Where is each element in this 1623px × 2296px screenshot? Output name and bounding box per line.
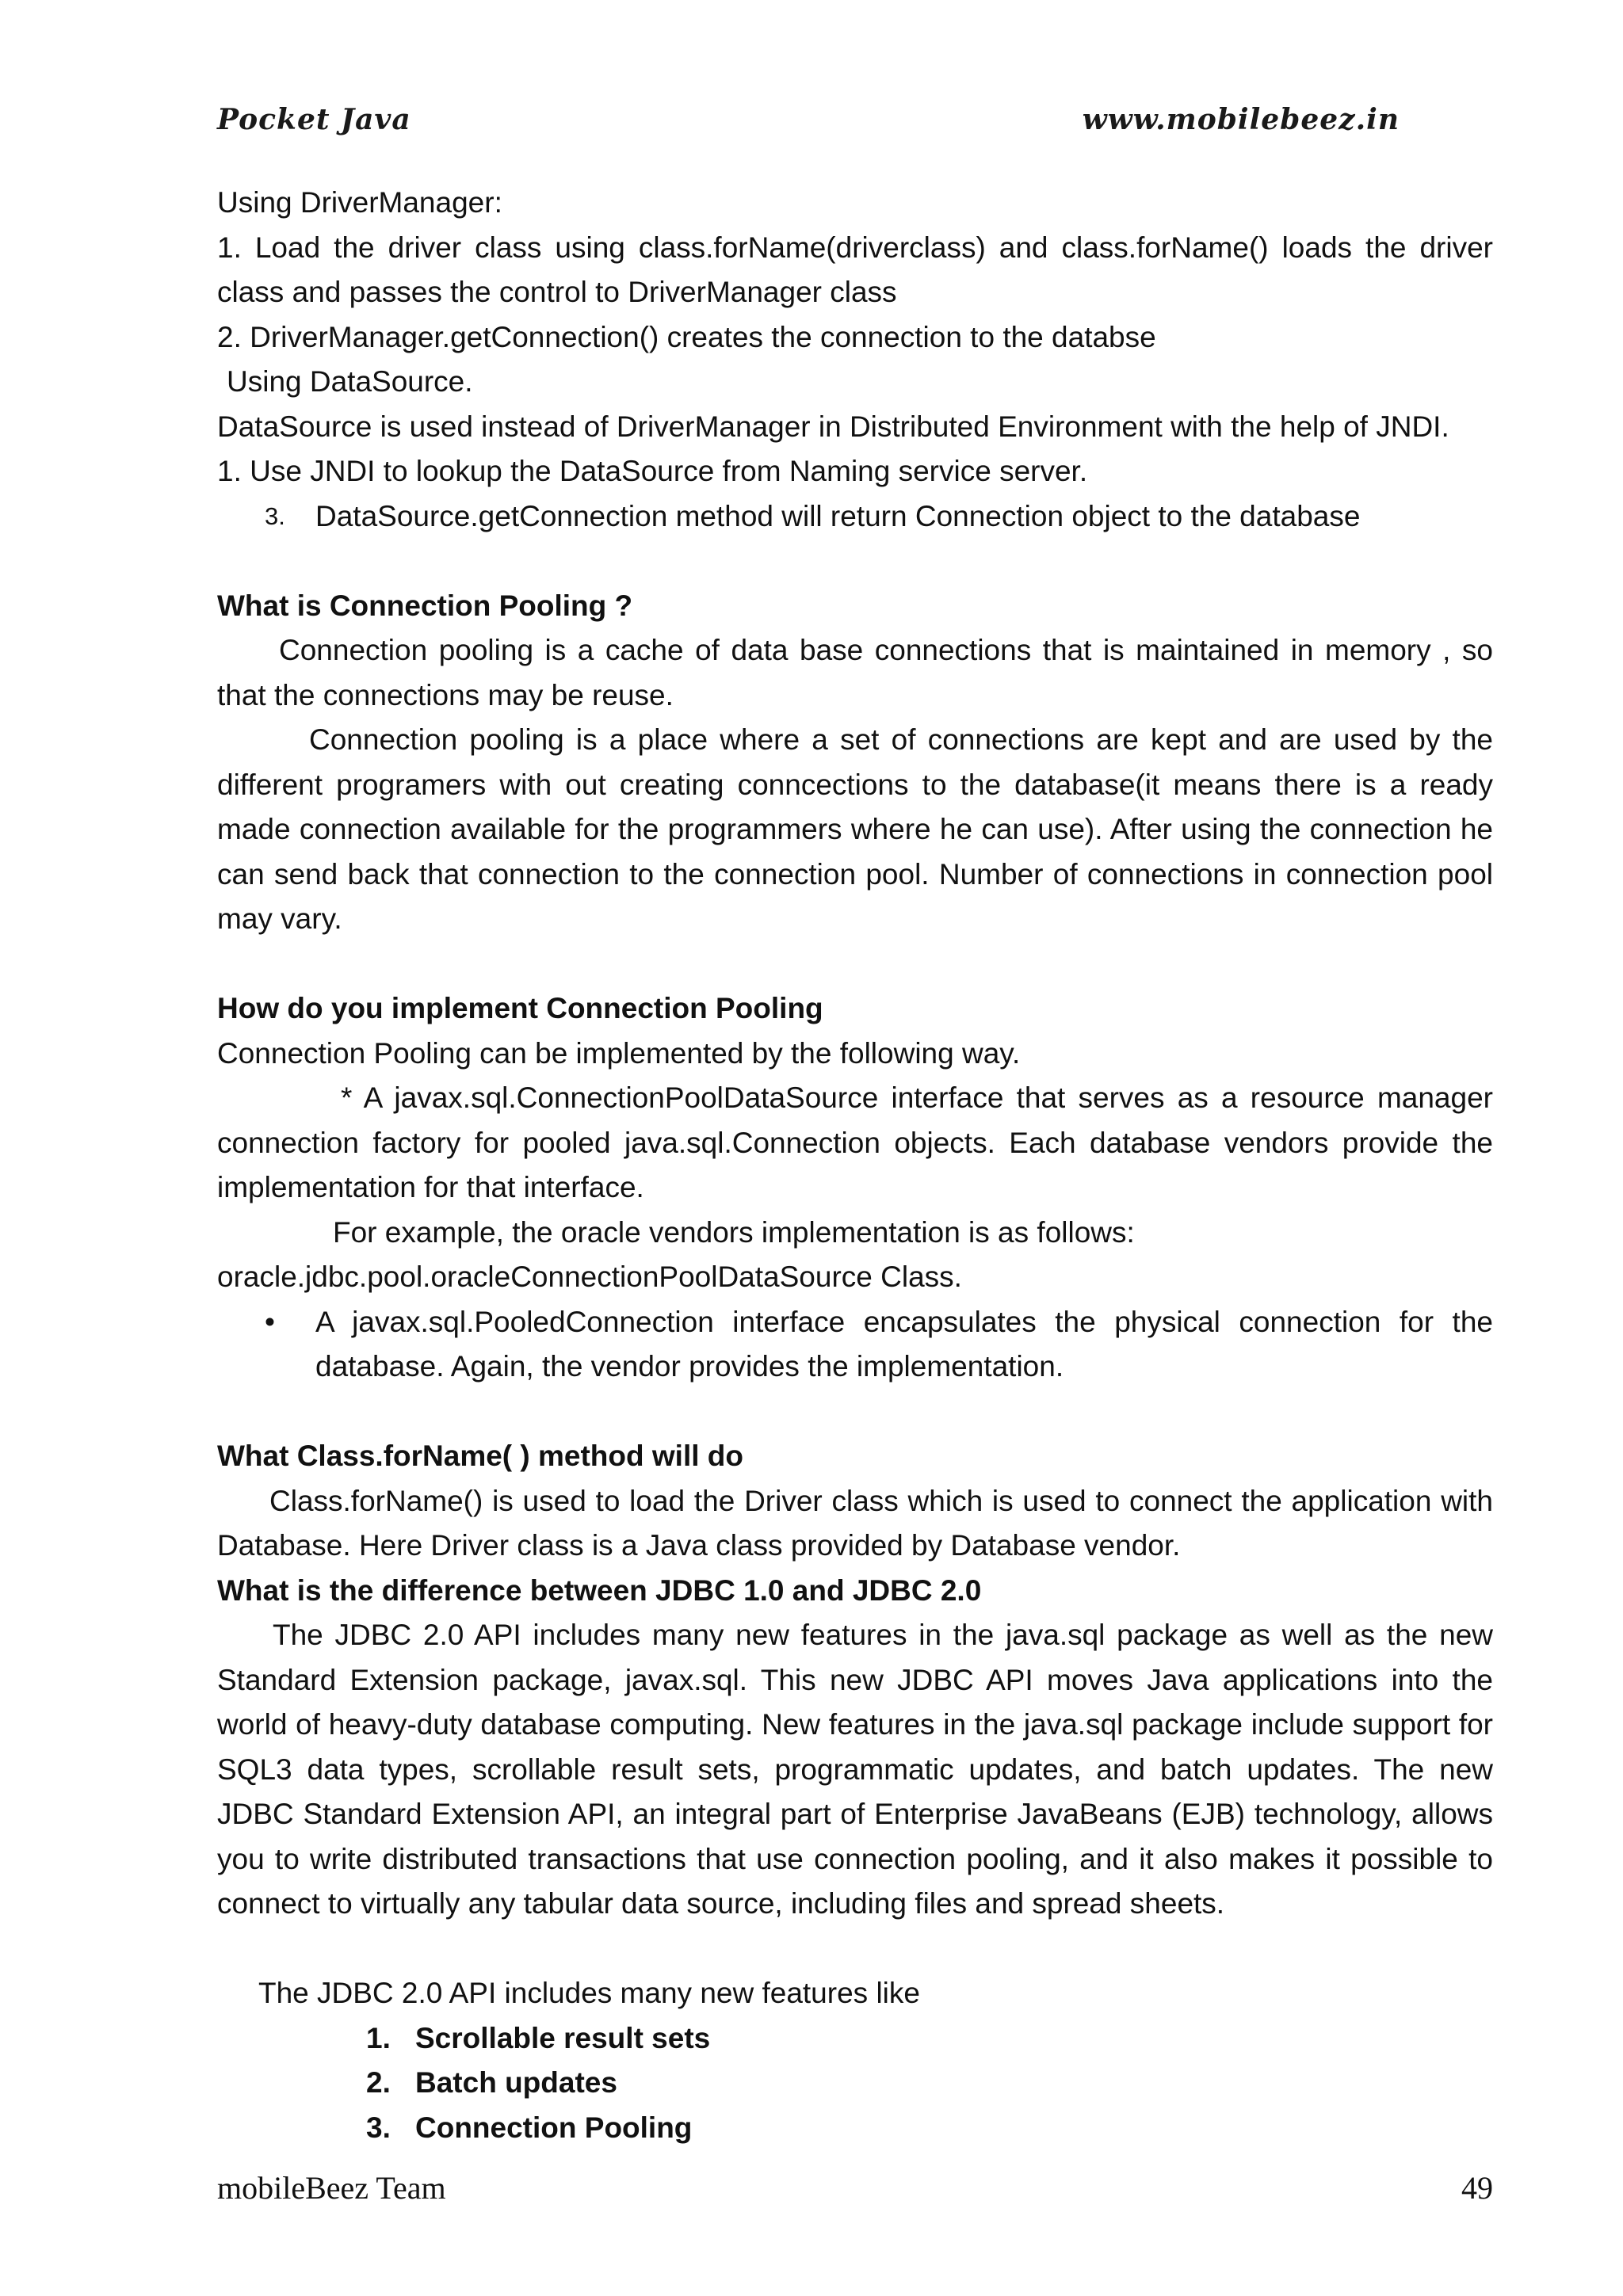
forname-paragraph: Class.forName() is used to load the Driver class which is used to connect the application with Database. Here Driver class is a Java class provided by Database vendor. bbox=[217, 1484, 1493, 1562]
implement-paragraph: * A javax.sql.ConnectionPoolDataSource interface that serves as a resource manager connection factory for pooled java.sql.Connection objects. Each database vendors provide the implementation for that interface. bbox=[217, 1081, 1493, 1203]
implement-bullet-item bbox=[217, 1300, 1493, 1390]
drivermanager-title: Using DriverManager: bbox=[217, 186, 502, 219]
list-item-number: 3. bbox=[366, 2111, 391, 2144]
list-item-number: 2. bbox=[366, 2066, 391, 2099]
bullet-symbol: • bbox=[265, 1305, 275, 1338]
list-item-label: Scrollable result sets bbox=[415, 2021, 711, 2054]
page-number: 49 bbox=[1461, 2170, 1493, 2206]
header-website: www.mobilebeez.in bbox=[1082, 103, 1400, 136]
features-intro: The JDBC 2.0 API includes many new features like bbox=[258, 1977, 920, 2009]
list-item-number: 1. bbox=[366, 2021, 391, 2054]
footer-author: mobileBeez Team bbox=[217, 2170, 446, 2206]
difference-paragraph: The JDBC 2.0 API includes many new features in the java.sql package as well as the new Standard Extension package, javax.sql. This new JDBC API moves Java applications into the world of heavy-duty database computing. New features in the java.sql package include support for SQL3 data types, scrollable result sets, programmatic updates, and batch updates. The new JDBC Standard Extension API, an integral part of Enterprise JavaBeans (EJB) technology, allows you to write distributed transactions that use connection pooling, and it also makes it possible to connect to virtually any tabular data source, including files and spread sheets. bbox=[217, 1619, 1493, 1920]
datasource-title: Using DataSource. bbox=[227, 365, 473, 398]
list-item-label: Connection Pooling bbox=[415, 2111, 693, 2144]
pooling-paragraph-1: Connection pooling is a cache of data base connections that is maintained in memory , so that the connections may be reuse. bbox=[217, 634, 1493, 711]
features-list bbox=[217, 2016, 1493, 2151]
drivermanager-item-1a: 1. Load the driver class using class.forName(driverclass) and class.forName() loads the driver bbox=[217, 231, 1493, 264]
header-title: Pocket Java bbox=[217, 103, 411, 136]
datasource-item-1: 1. Use JNDI to lookup the DataSource from Naming service server. bbox=[217, 455, 1088, 487]
list-item bbox=[366, 2106, 1493, 2151]
implement-intro: Connection Pooling can be implemented by the following way. bbox=[217, 1036, 1021, 1070]
drivermanager-item-2: 2. DriverManager.getConnection() creates the connection to the databse bbox=[217, 320, 1156, 353]
datasource-item-3-number: 3. bbox=[265, 502, 285, 530]
implement-bullet-text: A javax.sql.PooledConnection interface encapsulates the physical connection for the database. Again, the vendor provides the implementation. bbox=[315, 1305, 1493, 1383]
datasource-item-3-text: DataSource.getConnection method will return Connection object to the database bbox=[315, 499, 1361, 532]
implement-example: For example, the oracle vendors implementation is as follows: bbox=[333, 1215, 1135, 1249]
pooling-paragraph-2: Connection pooling is a place where a set of connections are kept and are used by the different programers with out creating conncections to the database(it means there is a ready made connection available for the programmers where he can use). After using the connection he can send back that connection to the connection pool. Number of connections in connection pool may vary. bbox=[217, 723, 1493, 935]
pooling-heading: What is Connection Pooling ? bbox=[217, 589, 633, 622]
datasource-desc: DataSource is used instead of DriverManager in Distributed Environment with the help of JNDI. bbox=[217, 410, 1449, 443]
implement-class-line: oracle.jdbc.pool.oracleConnectionPoolDataSource Class. bbox=[217, 1261, 962, 1293]
drivermanager-item-1b: class and passes the control to DriverManager class bbox=[217, 276, 897, 308]
page-content bbox=[217, 181, 1493, 2150]
list-item bbox=[366, 2016, 1493, 2061]
datasource-item-3 bbox=[217, 494, 1493, 540]
forname-heading: What Class.forName( ) method will do bbox=[217, 1440, 743, 1472]
difference-heading: What is the difference between JDBC 1.0 and JDBC 2.0 bbox=[217, 1573, 982, 1607]
list-item-label: Batch updates bbox=[415, 2066, 617, 2099]
implement-heading: How do you implement Connection Pooling bbox=[217, 992, 823, 1024]
list-item bbox=[366, 2061, 1493, 2106]
